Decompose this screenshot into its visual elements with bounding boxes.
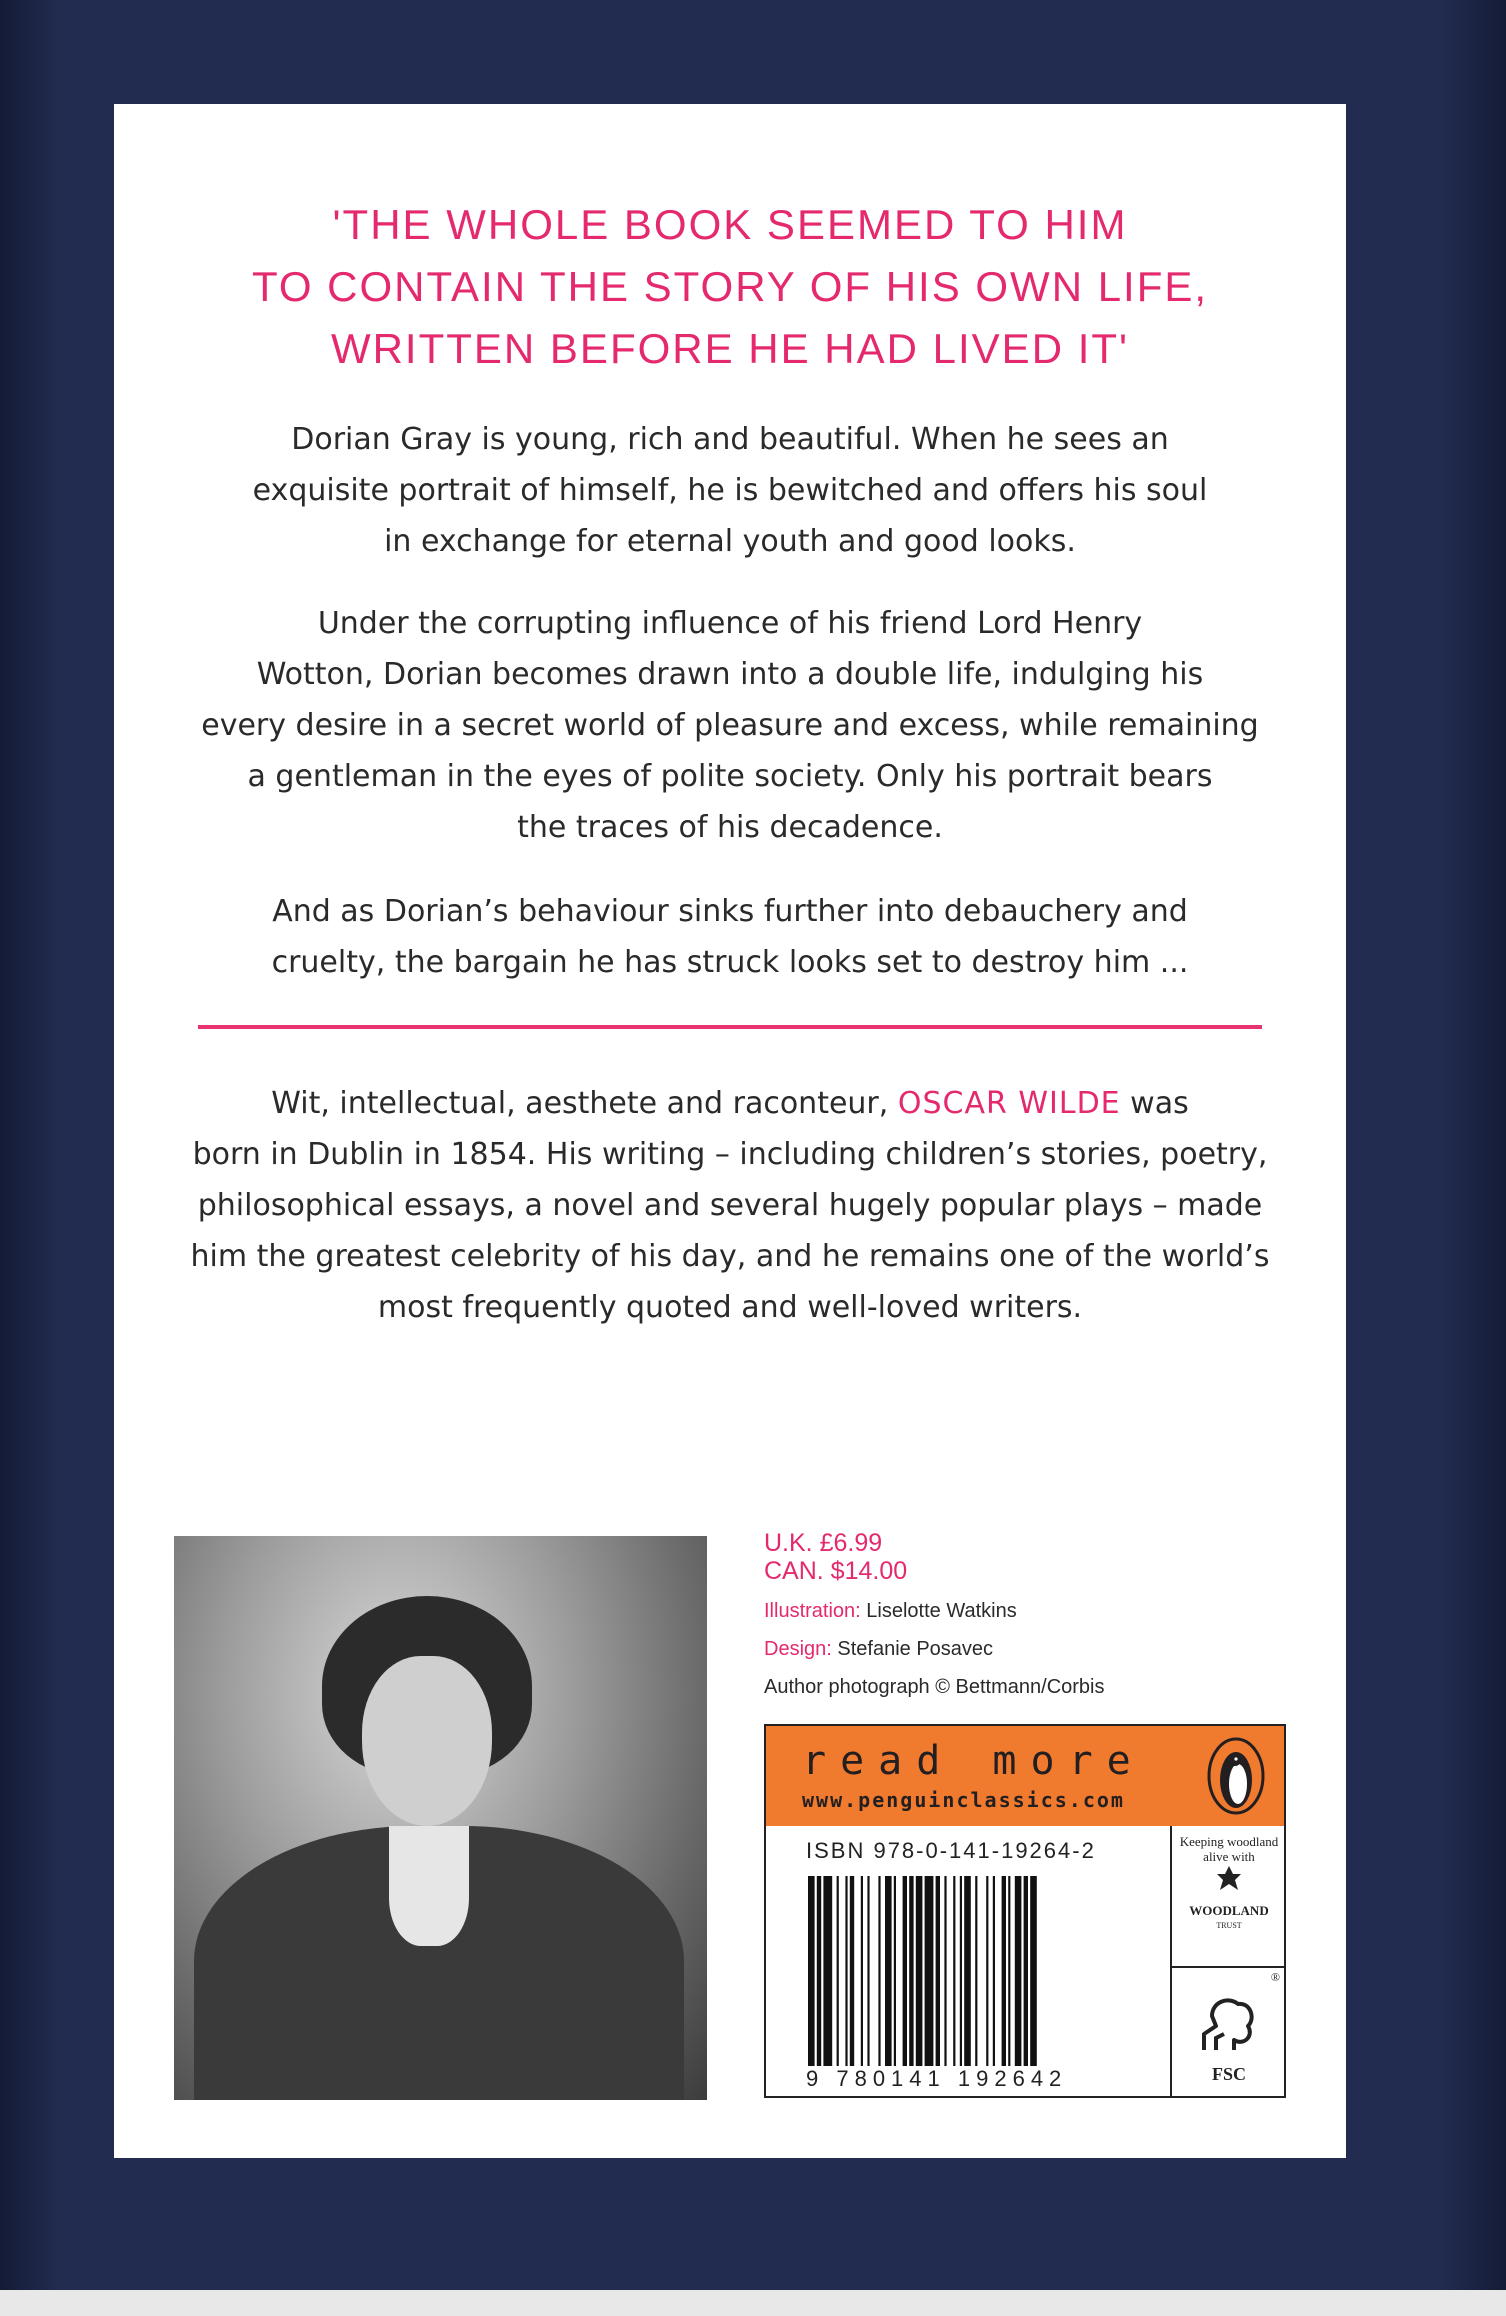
scan-edge: [0, 2290, 1506, 2316]
credits-block: [764, 1592, 1105, 1706]
blurb-line: Wotton, Dorian becomes drawn into a double life, indulging his: [256, 657, 1204, 692]
pull-quote: [114, 194, 1346, 380]
photo-face: [362, 1656, 492, 1826]
quote-line: WRITTEN BEFORE HE HAD LIVED IT': [330, 325, 1130, 372]
blurb-line: cruelty, the bargain he has struck looks set to destroy him ...: [271, 945, 1189, 980]
bio-line: most frequently quoted and well-loved writers.: [377, 1290, 1083, 1325]
bio-line: born in Dublin in 1854. His writing – including children’s stories, poetry,: [192, 1137, 1268, 1172]
blurb-paragraph-2: [174, 598, 1286, 853]
publisher-url: www.penguinclassics.com: [802, 1788, 1125, 1812]
woodland-leaf-icon: [1214, 1864, 1244, 1894]
blurb-paragraph-1: [174, 414, 1286, 567]
back-cover-panel: [114, 104, 1346, 2158]
author-photograph: [174, 1536, 707, 2100]
woodland-trust-badge: [1172, 1826, 1286, 1968]
bio-text: was: [1120, 1086, 1189, 1121]
blurb-line: Under the corrupting influence of his friend Lord Henry: [317, 606, 1143, 641]
blurb-line: And as Dorian’s behaviour sinks further into debauchery and: [272, 894, 1188, 929]
blurb-line: every desire in a secret world of pleasure and excess, while remaining: [201, 708, 1259, 743]
price-uk: U.K. £6.99: [764, 1529, 883, 1557]
price-block: [764, 1529, 907, 1585]
woodland-trust: TRUST: [1216, 1921, 1242, 1930]
blurb-line: exquisite portrait of himself, he is bewitched and offers his soul: [252, 473, 1208, 508]
fsc-registered: ®: [1270, 1970, 1280, 1984]
fsc-badge: [1172, 1968, 1286, 2096]
credit-label: Illustration:: [764, 1600, 861, 1622]
credit-photo: Author photograph © Bettmann/Corbis: [764, 1676, 1105, 1698]
photo-collar: [389, 1826, 469, 1946]
certification-column: [1170, 1826, 1286, 2096]
fsc-label: FSC: [1211, 2064, 1246, 2084]
quote-line: 'THE WHOLE BOOK SEEMED TO HIM: [332, 201, 1128, 248]
divider-rule: [198, 1025, 1262, 1029]
blurb-line: a gentleman in the eyes of polite society. Only his portrait bears: [247, 759, 1213, 794]
woodland-brand: WOODLAND: [1189, 1903, 1269, 1918]
credit-label: Design:: [764, 1638, 832, 1660]
bio-line: him the greatest celebrity of his day, and he remains one of the world’s: [190, 1239, 1270, 1274]
credit-design: [764, 1630, 1105, 1668]
blurb-paragraph-3: [174, 886, 1286, 988]
quote-line: TO CONTAIN THE STORY OF HIS OWN LIFE,: [251, 263, 1209, 310]
blurb-line: Dorian Gray is young, rich and beautiful. When he sees an: [291, 422, 1169, 457]
barcode-icon: [806, 1876, 1166, 2066]
credit-name: Stefanie Posavec: [831, 1638, 994, 1660]
author-bio: [174, 1078, 1286, 1333]
barcode-digits: 9 780141 192642: [806, 2066, 1068, 2091]
bio-text: Wit, intellectual, aesthete and raconteur,: [271, 1086, 898, 1121]
price-can: CAN. $14.00: [764, 1557, 908, 1585]
barcode-box: [764, 1724, 1286, 2098]
penguin-logo-icon: [1206, 1736, 1266, 1816]
fsc-tree-icon: [1194, 1988, 1264, 2058]
read-more-title: read more: [802, 1738, 1145, 1784]
credit-name: Liselotte Watkins: [860, 1600, 1017, 1622]
isbn-number: ISBN 978-0-141-19264-2: [806, 1838, 1096, 1863]
blurb-line: the traces of his decadence.: [517, 810, 943, 845]
credit-illustration: [764, 1592, 1105, 1630]
woodland-text: Keeping woodland alive with: [1179, 1834, 1279, 1864]
author-name: OSCAR WILDE: [897, 1086, 1121, 1121]
bio-line: [174, 1078, 1286, 1129]
bio-line: philosophical essays, a novel and several hugely popular plays – made: [197, 1188, 1263, 1223]
blurb-line: in exchange for eternal youth and good looks.: [384, 524, 1076, 559]
read-more-banner: [766, 1726, 1284, 1826]
